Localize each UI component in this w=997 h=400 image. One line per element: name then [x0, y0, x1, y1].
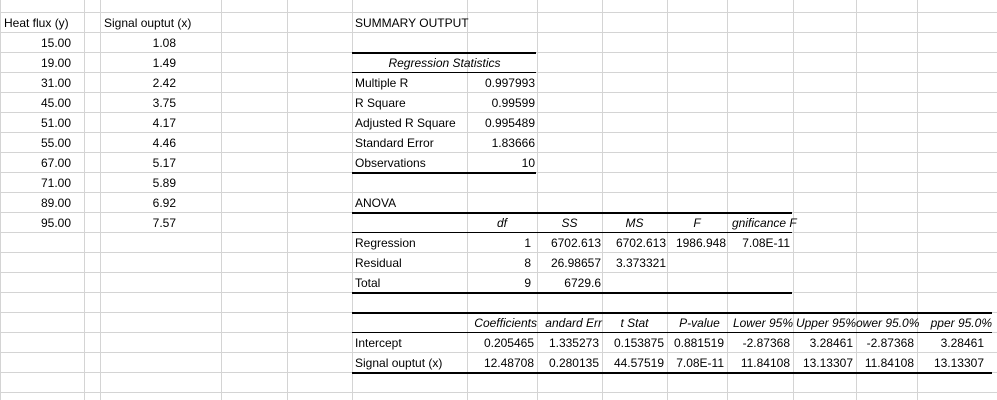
heat-flux-cell[interactable]: 67.00: [40, 156, 71, 170]
coefficient-value[interactable]: -2.87368: [866, 336, 914, 350]
coefficients-header[interactable]: t Stat: [620, 316, 649, 330]
anova-value[interactable]: 6729.6: [564, 276, 601, 290]
coefficients-header[interactable]: Lower 95%: [732, 316, 793, 330]
signal-output-cell[interactable]: 7.57: [152, 216, 176, 230]
regression-stat-value[interactable]: 0.995489: [484, 116, 535, 130]
regression-stat-label[interactable]: Observations: [355, 156, 426, 170]
regression-stat-value[interactable]: 10: [521, 156, 535, 170]
anova-header[interactable]: F: [693, 216, 701, 230]
regression-stat-label[interactable]: Multiple R: [355, 76, 409, 90]
header-heat-flux[interactable]: Heat flux (y): [4, 16, 69, 30]
heat-flux-cell[interactable]: 95.00: [40, 216, 71, 230]
regression-stat-label[interactable]: R Square: [355, 96, 406, 110]
anova-row-label[interactable]: Residual: [355, 256, 402, 270]
coefficient-row-label[interactable]: Signal ouptut (x): [355, 356, 443, 370]
heat-flux-cell[interactable]: 51.00: [40, 116, 71, 130]
anova-value[interactable]: 9: [524, 276, 531, 290]
coefficients-header[interactable]: Upper 95%: [795, 316, 856, 330]
coefficients-header[interactable]: andard Err: [545, 316, 602, 330]
anova-value[interactable]: 26.98657: [550, 256, 601, 270]
anova-header[interactable]: MS: [625, 216, 644, 230]
anova-bottom-border: [352, 292, 792, 294]
coefficient-value[interactable]: 0.280135: [548, 356, 599, 370]
coefficient-value[interactable]: 7.08E-11: [676, 356, 724, 370]
anova-value[interactable]: 1986.948: [675, 236, 726, 250]
coefficients-header[interactable]: ower 95.0%: [856, 316, 920, 330]
anova-value[interactable]: 3.373321: [615, 256, 666, 270]
signal-output-cell[interactable]: 3.75: [152, 96, 176, 110]
summary-output-title[interactable]: SUMMARY OUTPUT: [355, 16, 469, 30]
anova-row-label[interactable]: Regression: [355, 236, 416, 250]
signal-output-cell[interactable]: 1.49: [152, 56, 176, 70]
heat-flux-cell[interactable]: 45.00: [40, 96, 71, 110]
coefficient-value[interactable]: 0.205465: [483, 336, 534, 350]
coefficient-value[interactable]: 12.48708: [483, 356, 534, 370]
anova-value[interactable]: 8: [524, 256, 531, 270]
signal-output-cell[interactable]: 1.08: [152, 36, 176, 50]
anova-value[interactable]: 7.08E-11: [742, 236, 790, 250]
signal-output-cell[interactable]: 5.17: [152, 156, 176, 170]
header-signal-output[interactable]: Signal ouptut (x): [104, 16, 192, 30]
regression-stat-value[interactable]: 0.99599: [491, 96, 535, 110]
coefficients-header[interactable]: P-value: [679, 316, 720, 330]
coefficient-value[interactable]: -2.87368: [742, 336, 790, 350]
regression-stats-bottom-border: [352, 172, 536, 174]
coefficient-value[interactable]: 0.881519: [673, 336, 724, 350]
anova-header[interactable]: gnificance F: [732, 216, 797, 230]
coefficients-header[interactable]: Coefficients: [474, 316, 537, 330]
coefficient-value[interactable]: 13.13307: [933, 356, 984, 370]
coefficient-value[interactable]: 3.28461: [809, 336, 853, 350]
anova-value[interactable]: 1: [524, 236, 531, 250]
heat-flux-cell[interactable]: 31.00: [40, 76, 71, 90]
coefficient-value[interactable]: 11.84108: [740, 356, 790, 370]
heat-flux-cell[interactable]: 55.00: [40, 136, 71, 150]
heat-flux-cell[interactable]: 19.00: [40, 56, 71, 70]
coefficient-row-label[interactable]: Intercept: [355, 336, 402, 350]
coefficient-value[interactable]: 13.13307: [802, 356, 853, 370]
signal-output-cell[interactable]: 2.42: [152, 76, 176, 90]
coefficient-value[interactable]: 44.57519: [613, 356, 664, 370]
signal-output-cell[interactable]: 5.89: [152, 176, 176, 190]
heat-flux-cell[interactable]: 89.00: [40, 196, 71, 210]
coefficient-value[interactable]: 3.28461: [940, 336, 984, 350]
signal-output-cell[interactable]: 4.46: [152, 136, 176, 150]
coefficient-value[interactable]: 11.84108: [864, 356, 914, 370]
regression-stat-value[interactable]: 1.83666: [491, 136, 535, 150]
anova-header[interactable]: df: [496, 216, 507, 230]
signal-output-cell[interactable]: 4.17: [152, 116, 176, 130]
regression-stat-label[interactable]: Adjusted R Square: [355, 116, 456, 130]
anova-value[interactable]: 6702.613: [550, 236, 601, 250]
signal-output-cell[interactable]: 6.92: [152, 196, 176, 210]
heat-flux-cell[interactable]: 15.00: [40, 36, 71, 50]
anova-row-label[interactable]: Total: [355, 276, 381, 290]
heat-flux-cell[interactable]: 71.00: [40, 176, 71, 190]
coefficient-value[interactable]: 1.335273: [548, 336, 599, 350]
anova-title[interactable]: ANOVA: [355, 196, 397, 210]
regression-stat-label[interactable]: Standard Error: [355, 136, 434, 150]
coefficients-header[interactable]: pper 95.0%: [930, 316, 992, 330]
coefficients-bottom-border: [352, 372, 992, 374]
regression-stat-value[interactable]: 0.997993: [484, 76, 535, 90]
regression-stats-header[interactable]: Regression Statistics: [388, 56, 501, 70]
anova-value[interactable]: 6702.613: [615, 236, 666, 250]
coefficient-value[interactable]: 0.153875: [613, 336, 664, 350]
anova-header[interactable]: SS: [561, 216, 578, 230]
